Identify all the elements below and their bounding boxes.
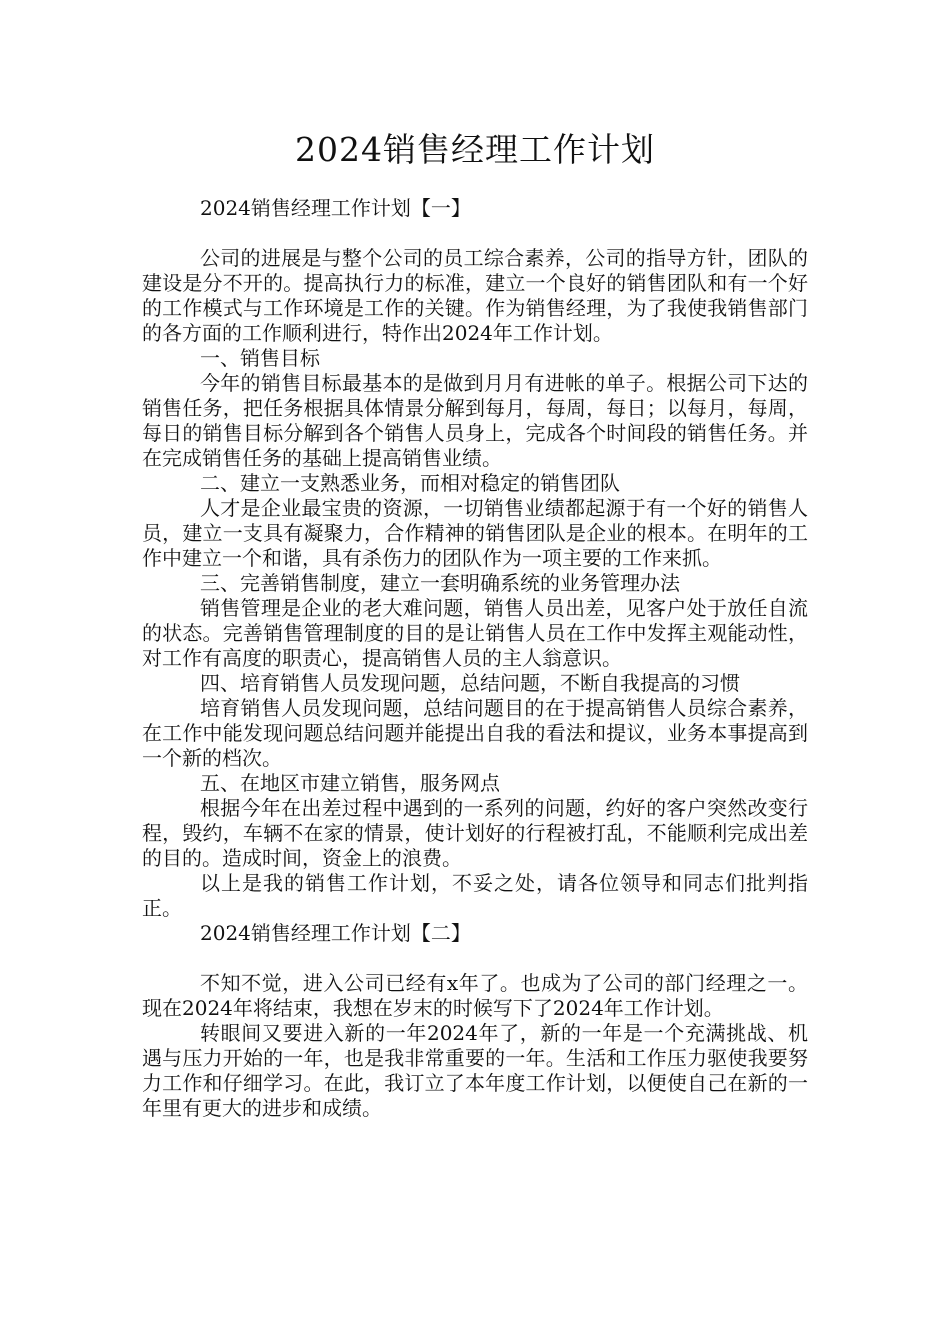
section-5-paragraph: 根据今年在出差过程中遇到的一系列的问题，约好的客户突然改变行程，毁约，车辆不在家的情景，使计划好的行程被打乱，不能顺利完成出差的目的。造成时间，资金上的浪费。	[142, 796, 808, 870]
part-2-title: 2024销售经理工作计划【二】	[200, 921, 471, 945]
document-title: 2024销售经理工作计划	[295, 130, 655, 169]
part-2-paragraph-2: 转眼间又要进入新的一年2024年了，新的一年是一个充满挑战、机遇与压力开始的一年，也是我非常重要的一年。生活和工作压力驱使我要努力工作和仔细学习。在此，我订立了本年度工作计划，以便使自己在新的一年里有更大的进步和成绩。	[142, 1021, 808, 1120]
section-4-heading: 四、培育销售人员发现问题，总结问题，不断自我提高的习惯	[200, 671, 740, 695]
part-1-title: 2024销售经理工作计划【一】	[200, 196, 471, 220]
section-2-paragraph: 人才是企业最宝贵的资源，一切销售业绩都起源于有一个好的销售人员，建立一支具有凝聚力，合作精神的销售团队是企业的根本。在明年的工作中建立一个和谐，具有杀伤力的团队作为一项主要的工作来抓。	[142, 496, 808, 570]
part-1-intro-paragraph: 公司的进展是与整个公司的员工综合素养，公司的指导方针，团队的建设是分不开的。提高执行力的标准，建立一个良好的销售团队和有一个好的工作模式与工作环境是工作的关键。作为销售经理，为了我使我销售部门的各方面的工作顺利进行，特作出2024年工作计划。	[142, 246, 808, 345]
section-3-heading: 三、完善销售制度，建立一套明确系统的业务管理办法	[200, 571, 680, 595]
blank-line	[142, 946, 808, 971]
section-5-heading: 五、在地区市建立销售，服务网点	[200, 771, 500, 795]
document-body	[142, 196, 808, 1121]
part-2-paragraph-1: 不知不觉，进入公司已经有x年了。也成为了公司的部门经理之一。现在2024年将结束，我想在岁末的时候写下了2024年工作计划。	[142, 971, 808, 1020]
section-1-heading: 一、销售目标	[200, 346, 320, 370]
section-4-paragraph: 培育销售人员发现问题，总结问题目的在于提高销售人员综合素养，在工作中能发现问题总结问题并能提出自我的看法和提议，业务本事提高到一个新的档次。	[142, 696, 808, 770]
blank-line	[142, 221, 808, 246]
section-3-paragraph: 销售管理是企业的老大难问题，销售人员出差，见客户处于放任自流的状态。完善销售管理制度的目的是让销售人员在工作中发挥主观能动性，对工作有高度的职责心，提高销售人员的主人翁意识。	[142, 596, 808, 670]
part-1-closing-paragraph: 以上是我的销售工作计划，不妥之处，请各位领导和同志们批判指正。	[142, 871, 808, 920]
section-2-heading: 二、建立一支熟悉业务，而相对稳定的销售团队	[200, 471, 620, 495]
section-1-paragraph: 今年的销售目标最基本的是做到月月有进帐的单子。根据公司下达的销售任务，把任务根据具体情景分解到每月，每周，每日；以每月，每周，每日的销售目标分解到各个销售人员身上，完成各个时间段的销售任务。并在完成销售任务的基础上提高销售业绩。	[142, 371, 808, 470]
